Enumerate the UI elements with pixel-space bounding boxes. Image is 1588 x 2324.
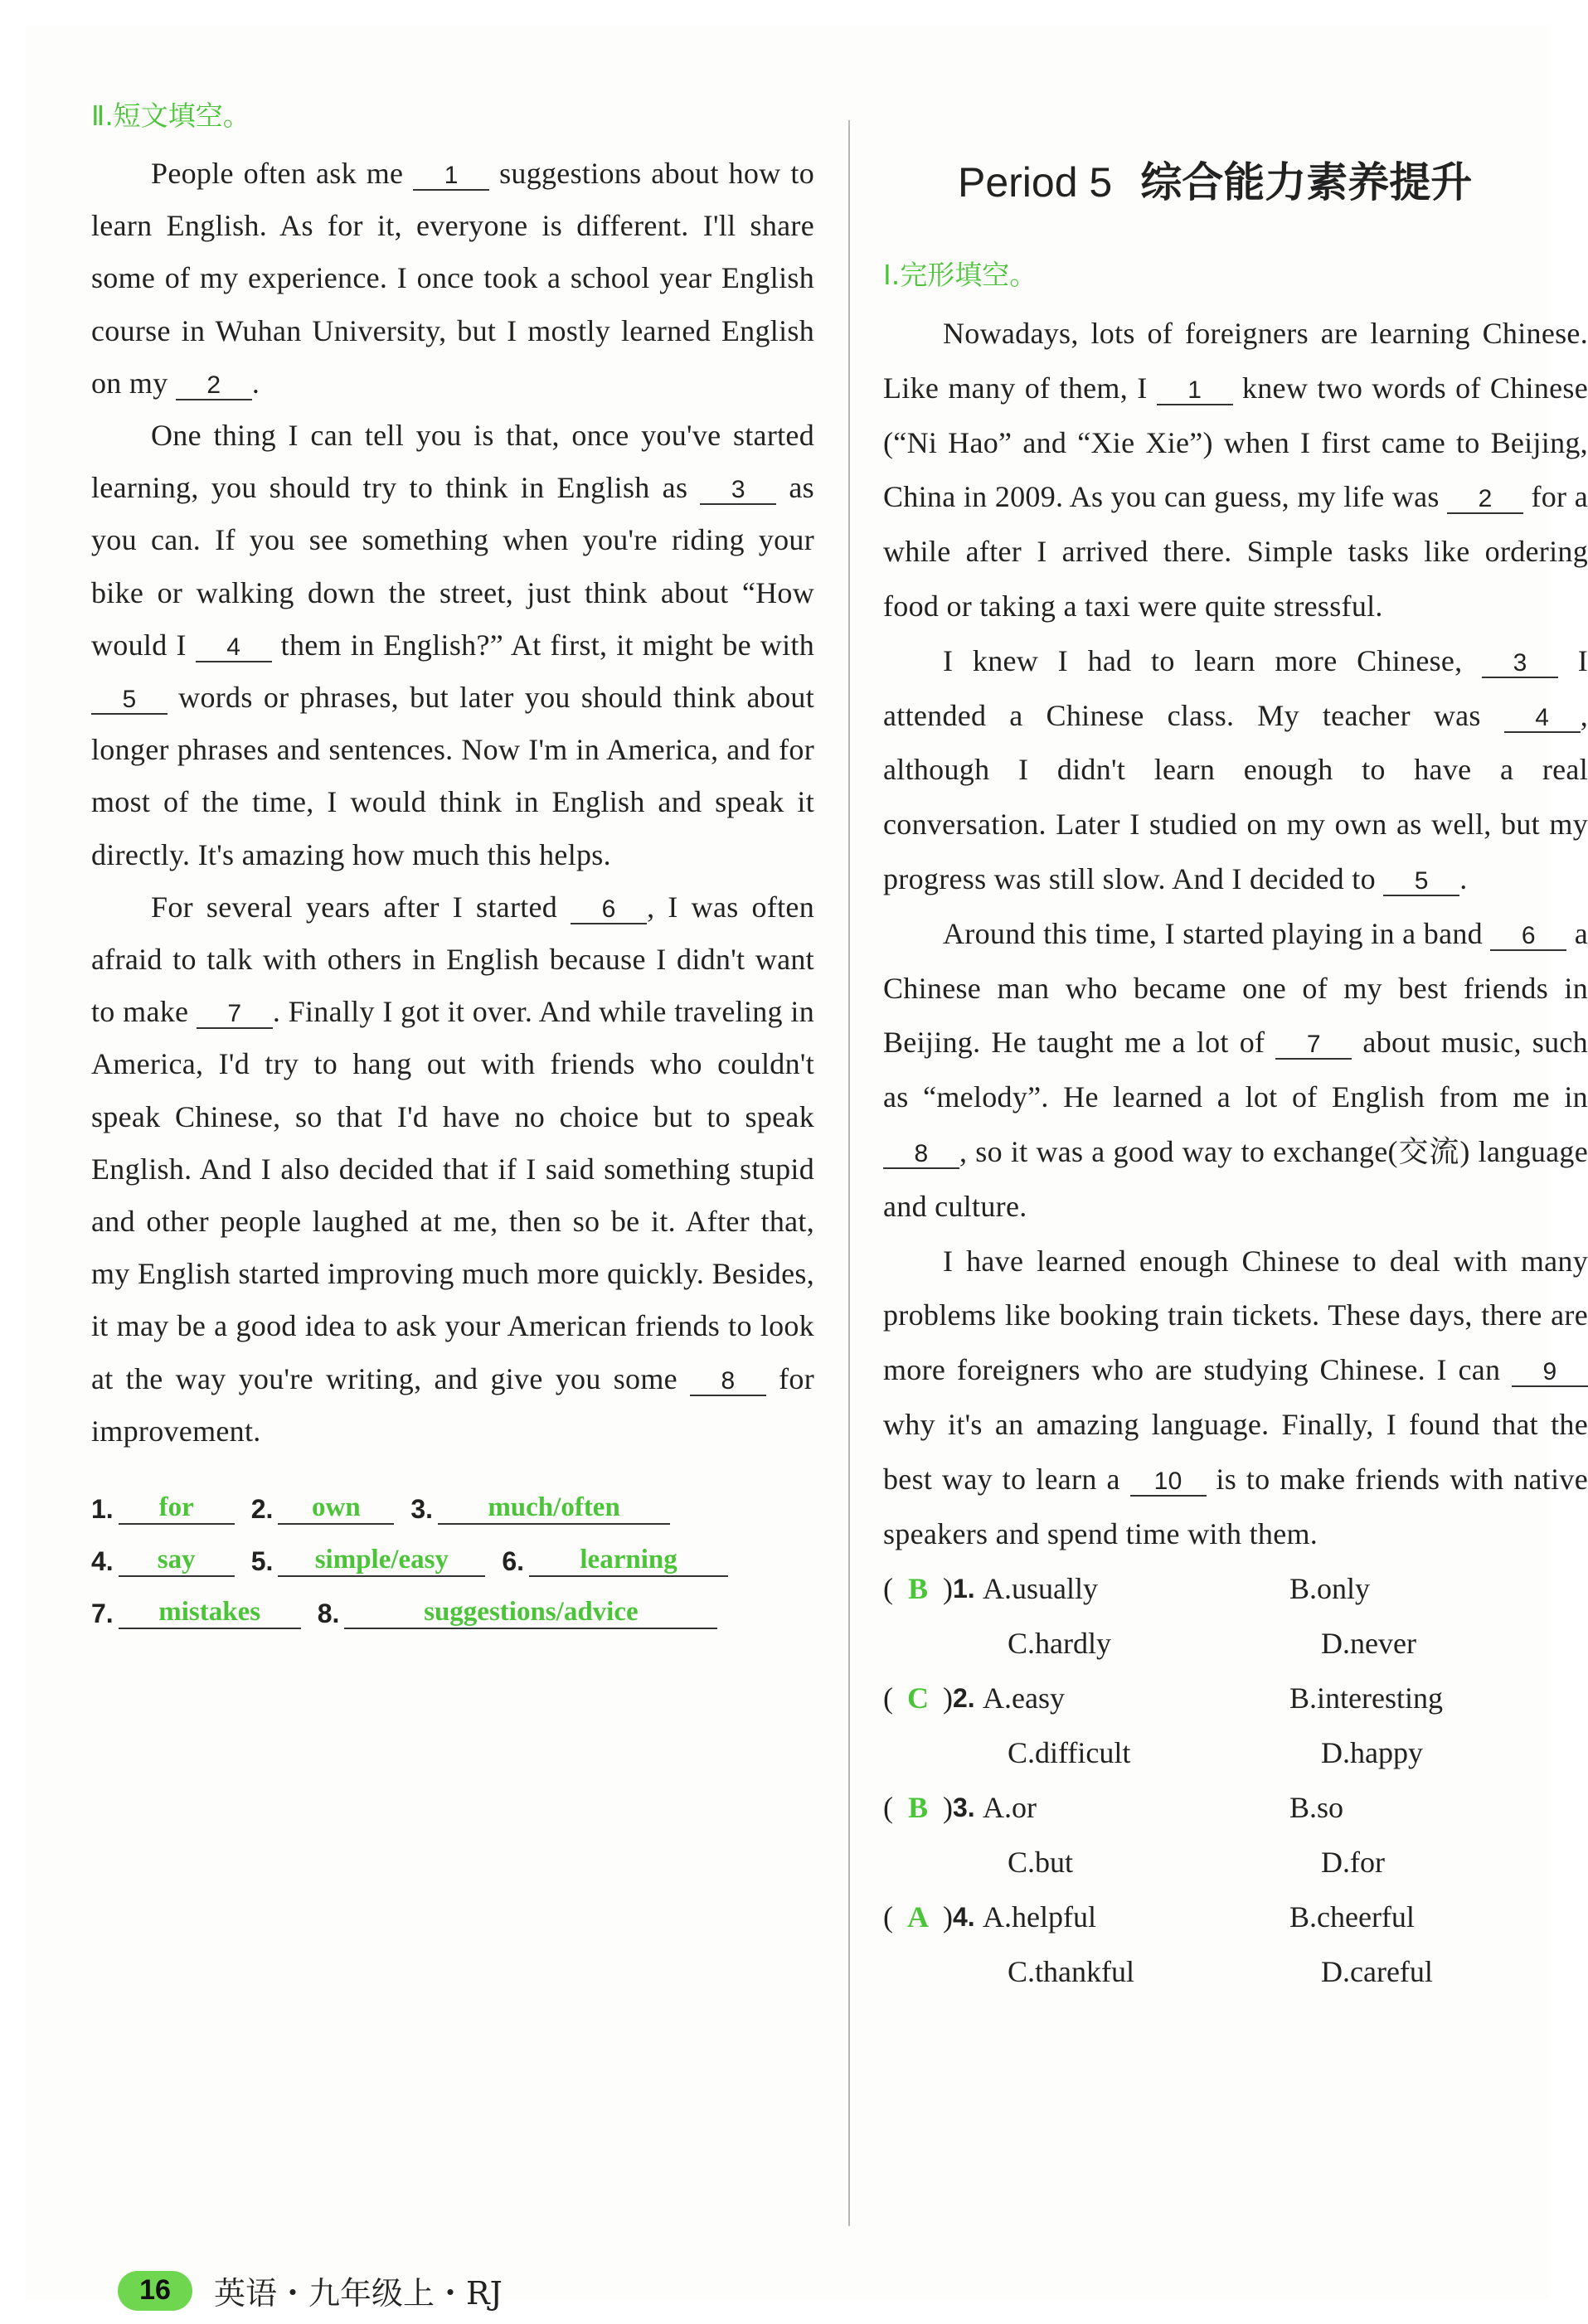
answer-number: 4.	[91, 1546, 114, 1577]
question-number: 3.	[953, 1792, 975, 1822]
blank-number: 3	[1482, 649, 1558, 678]
question-row	[883, 1561, 1588, 1616]
passage-text: for a while after I arrived there. Simple tasks like ordering food or taking a taxi were quite stressful.	[883, 480, 1588, 623]
passage-paragraph	[883, 634, 1588, 907]
answer-value: own	[278, 1492, 394, 1525]
answer-row	[91, 1525, 814, 1577]
blank-number: 8	[690, 1367, 766, 1396]
blank-number: 3	[700, 476, 776, 505]
option-a: A.or	[983, 1791, 1037, 1825]
blank-number: 1	[1157, 376, 1233, 405]
blank-number: 7	[1275, 1031, 1352, 1060]
question-number: 1.	[953, 1573, 975, 1604]
blank-number: 9	[1512, 1358, 1588, 1387]
option-b: B.only	[1289, 1572, 1371, 1606]
option-d: D.never	[1321, 1627, 1416, 1661]
passage-text: For several years after I started	[151, 890, 571, 924]
question-row	[883, 1780, 1588, 1835]
right-column	[883, 149, 1588, 1999]
question-row	[883, 1725, 1588, 1780]
answer-number: 5.	[250, 1546, 274, 1577]
answer-bracket: ( B ) 3.	[883, 1791, 975, 1825]
answer-row	[91, 1473, 814, 1525]
blank-number: 5	[1383, 867, 1459, 896]
option-c: C.but	[1008, 1846, 1074, 1880]
blank-number: 6	[571, 895, 647, 924]
answer-number: 7.	[91, 1599, 114, 1629]
option-b: B.interesting	[1289, 1681, 1443, 1715]
option-d: D.careful	[1321, 1955, 1433, 1989]
passage-text: .	[251, 366, 260, 400]
blank-number: 7	[197, 1000, 273, 1029]
passage-text: .	[1459, 861, 1468, 895]
period-label: Period 5	[958, 159, 1113, 206]
option-a: A.easy	[983, 1681, 1065, 1715]
passage-text: , although I didn't learn enough to have a real conversation. Later I studied on my own as well, but my progress was still slow. And I decided to	[883, 698, 1588, 895]
answer-item	[91, 1597, 301, 1629]
left-passage	[91, 148, 814, 1458]
answer-value: learning	[529, 1545, 728, 1577]
answer-value: mistakes	[119, 1597, 301, 1629]
answer-number: 1.	[91, 1494, 114, 1525]
passage-text: about music, such as “melody”. He learned a lot of English from me in	[883, 1026, 1588, 1114]
passage-text: as you can. If you see something when you're riding your bike or walking down the street, just think about “How would I	[91, 471, 814, 662]
answer-bracket: ( C ) 2.	[883, 1681, 975, 1715]
answer-number: 8.	[317, 1599, 340, 1629]
footer	[118, 2268, 503, 2313]
answer-number: 6.	[502, 1546, 525, 1577]
blank-number: 4	[1504, 704, 1581, 733]
multiple-choice-list	[883, 1561, 1588, 1999]
option-c: C.thankful	[1008, 1955, 1134, 1989]
blank-number: 2	[1447, 485, 1523, 514]
option-b: B.cheerful	[1289, 1900, 1415, 1934]
passage-paragraph	[883, 907, 1588, 1235]
passage-text: why it's an amazing language. Finally, I found that the best way to learn a	[883, 1407, 1588, 1496]
passage-paragraph	[91, 881, 814, 1458]
blank-number: 4	[196, 633, 272, 662]
column-divider	[848, 120, 850, 2226]
passage-paragraph	[91, 410, 814, 881]
question-row	[883, 1616, 1588, 1671]
passage-text: knew two words of Chinese (“Ni Hao” and “Xie Xie”) when I first came to Beijing, China in 2009. As you can guess, my life was	[883, 371, 1588, 514]
passage-text: Around this time, I started playing in a band	[943, 916, 1491, 950]
passage-text: People often ask me	[151, 157, 414, 190]
right-passage	[883, 307, 1588, 1561]
page-number-badge: 16	[118, 2271, 192, 2311]
blank-number: 6	[1490, 922, 1566, 951]
passage-text: I have learned enough Chinese to deal with many problems like booking train tickets. These days, there are more foreigners who are studying Chinese. I can	[883, 1244, 1588, 1387]
answer-item	[251, 1492, 395, 1525]
period-heading	[883, 149, 1588, 209]
answer-item	[502, 1545, 728, 1577]
footer-text: 英语・九年级上・RJ	[214, 2275, 503, 2312]
question-number: 4.	[953, 1901, 975, 1932]
passage-text: , so it was a good way to exchange(交流) language and culture.	[883, 1134, 1588, 1223]
question-row	[883, 1944, 1588, 1999]
option-a: A.usually	[983, 1572, 1098, 1606]
passage-paragraph	[883, 307, 1588, 634]
answer-value: simple/easy	[278, 1545, 485, 1577]
answer-value: much/often	[438, 1492, 670, 1525]
blank-number: 8	[883, 1140, 959, 1169]
option-d: D.happy	[1321, 1736, 1423, 1770]
selected-answer: C	[907, 1681, 929, 1715]
period-title: 综合能力素养提升	[1140, 159, 1473, 206]
answer-number: 3.	[410, 1494, 434, 1525]
blank-number: 2	[176, 371, 252, 400]
left-column	[91, 91, 814, 1629]
answer-number: 2.	[250, 1494, 274, 1525]
question-row	[883, 1835, 1588, 1890]
passage-text: for improvement.	[91, 1361, 814, 1448]
selected-answer: A	[907, 1900, 929, 1934]
passage-text: a Chinese man who became one of my best friends in Beijing. He taught me a lot of	[883, 916, 1588, 1060]
passage-text: suggestions about how to learn English. As for it, everyone is different. I'll share some of my experience. I once took a school year English course in Wuhan University, but I mostly learned English on my	[91, 157, 814, 400]
selected-answer: B	[907, 1572, 928, 1606]
option-d: D.for	[1321, 1846, 1385, 1880]
question-row	[883, 1671, 1588, 1725]
question-row	[883, 1890, 1588, 1944]
passage-text: is to make friends with native speakers and spend time with them.	[883, 1462, 1588, 1550]
answer-key	[91, 1473, 814, 1629]
section-title-short-passage: Ⅱ.短文填空。	[91, 99, 250, 132]
selected-answer: B	[907, 1791, 928, 1825]
answer-bracket: ( B ) 1.	[883, 1572, 975, 1606]
answer-item	[318, 1597, 718, 1629]
option-a: A.helpful	[983, 1900, 1096, 1934]
answer-item	[91, 1492, 235, 1525]
answer-item	[91, 1545, 235, 1577]
passage-text: I attended a Chinese class. My teacher was	[883, 643, 1588, 732]
option-b: B.so	[1289, 1791, 1344, 1825]
option-c: C.difficult	[1008, 1736, 1131, 1770]
passage-text: words or phrases, but later you should think about longer phrases and sentences. Now I'm in America, and for most of the time, I would think in English and speak it directly. It's amazing how much this helps.	[91, 681, 814, 871]
blank-number: 1	[413, 162, 489, 191]
passage-text: One thing I can tell you is that, once you've started learning, you should try to think in English as	[91, 419, 814, 505]
section-title-cloze: Ⅰ.完形填空。	[883, 259, 1037, 291]
answer-bracket: ( A ) 4.	[883, 1900, 975, 1934]
answer-value: suggestions/advice	[344, 1597, 717, 1629]
passage-text: , I was often afraid to talk with others in English because I didn't want to make	[91, 890, 815, 1029]
answer-value: for	[119, 1492, 235, 1525]
passage-paragraph	[883, 1235, 1588, 1562]
passage-text: Nowadays, lots of foreigners are learning Chinese. Like many of them, I	[883, 317, 1588, 405]
passage-paragraph	[91, 148, 814, 410]
passage-text: I knew I had to learn more Chinese,	[943, 643, 1483, 677]
answer-item	[251, 1545, 486, 1577]
answer-value: say	[119, 1545, 235, 1577]
blank-number: 5	[91, 686, 168, 715]
passage-text: . Finally I got it over. And while traveling in America, I'd try to hang out with friends who couldn't speak Chinese, so that I'd have no choice but to speak English. And I also decided that if I said something stupid and other people laughed at me, then so be it. After that, my English started improving much more quickly. Besides, it may be a good idea to ask your American friends to look at the way you're writing, and give you some	[91, 995, 814, 1395]
passage-text: them in English?” At first, it might be with	[271, 628, 814, 662]
blank-number: 10	[1130, 1468, 1207, 1497]
answer-item	[410, 1492, 670, 1525]
page	[25, 25, 1588, 2312]
answer-row	[91, 1577, 814, 1629]
question-number: 2.	[953, 1682, 975, 1713]
option-c: C.hardly	[1008, 1627, 1111, 1661]
